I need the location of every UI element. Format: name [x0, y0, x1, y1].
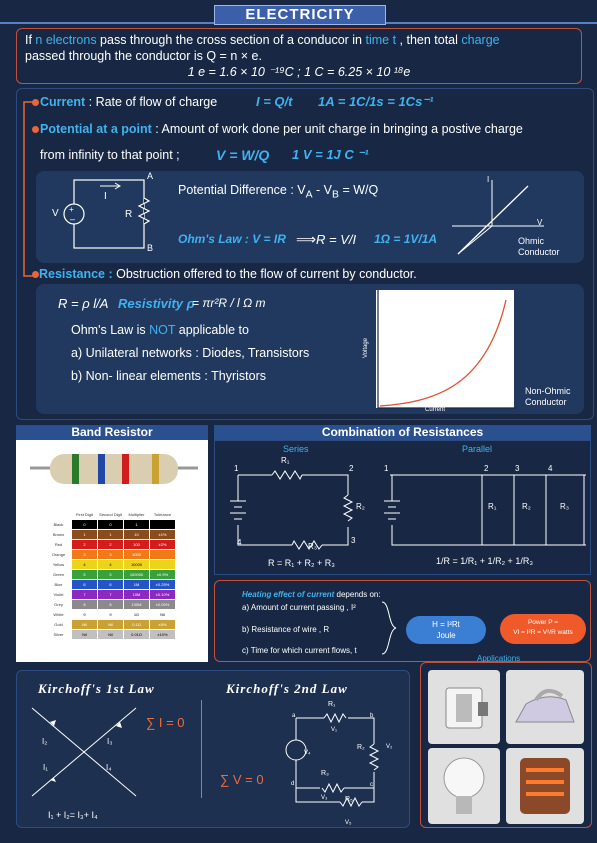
kirchoff-first-equation: I₁ + I₂= I₃+ I₄	[48, 810, 98, 820]
series-node-4: 4	[237, 538, 242, 547]
series-formula: R = R₁ + R₂ + R₃	[268, 558, 335, 568]
resistance-text: Obstruction offered to the flow of current by conductor.	[112, 267, 417, 281]
pd-eq: = W/Q	[338, 183, 379, 197]
resistance-formula: R = V/I	[316, 232, 357, 247]
circuit-r-label: R	[125, 209, 133, 220]
series-r1: R₁	[281, 456, 290, 465]
band-header-cell: Multiplier	[124, 510, 150, 520]
ohmic-caption	[518, 236, 560, 258]
band-value-cell: Nil	[98, 620, 124, 630]
intro-box	[16, 28, 582, 84]
band-header-cell: Second Digit	[98, 510, 124, 520]
band-header-cell	[46, 510, 72, 520]
potential-formula: V = W/Q	[216, 147, 270, 163]
pd-sub-b: B	[332, 189, 339, 201]
band-value-cell: 1	[98, 530, 124, 540]
band-value-cell: 100M	[124, 600, 150, 610]
sum-i-formula: ∑ I = 0	[146, 715, 185, 730]
band-header-cell: First Digit	[72, 510, 98, 520]
band-color-name: Green	[46, 570, 72, 580]
implies-arrow: ⟹	[296, 231, 317, 247]
ampere-formula: 1A = 1C/1s = 1Cs⁻¹	[318, 94, 434, 109]
band-resistor-title: Band Resistor	[16, 425, 208, 440]
series-r3: R₃	[308, 542, 318, 551]
nonohmic-graph	[376, 286, 518, 410]
circuit-v-label: V	[52, 208, 59, 219]
junction-i3: I₃	[107, 737, 113, 746]
intro-text: If	[25, 33, 36, 47]
band-value-cell: 2	[72, 540, 98, 550]
band-value-cell: 0	[98, 520, 124, 530]
ohmic-graph-i: I	[487, 175, 490, 184]
parallel-node-2: 2	[484, 464, 489, 473]
junction-i4: I₄	[106, 763, 112, 772]
nonohmic-caption-2: Conductor	[525, 397, 567, 407]
band-value-cell: 6	[72, 580, 98, 590]
band-value-cell	[150, 550, 176, 560]
nonohmic-xlabel: Current	[425, 407, 446, 413]
band-value-cell: 4	[72, 560, 98, 570]
intro-line-3: 1 e = 1.6 × 10 ⁻¹⁹C ; 1 C = 6.25 × 10 ¹⁸e	[187, 65, 411, 79]
band-value-cell: ±10%	[150, 630, 176, 640]
band-value-cell: 7	[72, 590, 98, 600]
loop-v1: V₁	[331, 727, 338, 733]
loop-v4: V₄	[304, 750, 311, 756]
band-color-name: White	[46, 610, 72, 620]
band-table-row	[46, 530, 176, 540]
band-header-cell: Tolerance	[150, 510, 176, 520]
intro-line-1	[25, 32, 573, 48]
band-value-cell: 10	[124, 530, 150, 540]
ohmic-graph-v: V	[537, 218, 543, 227]
band-color-table	[46, 510, 176, 640]
band-value-cell: 0	[72, 520, 98, 530]
band-value-cell: 0.1Ω	[124, 620, 150, 630]
ohm-not-text: applicable to	[175, 323, 249, 337]
heating-brace	[380, 600, 400, 656]
band-table-row	[46, 630, 176, 640]
series-node-3: 3	[351, 536, 356, 545]
sum-v-formula: ∑ V = 0	[220, 772, 264, 787]
svg-text:+: +	[69, 205, 74, 214]
loop-node-d: d	[291, 781, 295, 787]
band-value-cell: 9	[98, 610, 124, 620]
parallel-label: Parallel	[462, 444, 493, 454]
current-row	[40, 95, 217, 109]
heating-title-text: depends on:	[334, 590, 381, 599]
heater-image	[506, 748, 584, 824]
resistivity-label: Resistivity ρ	[118, 296, 195, 311]
loop-r2: R₂	[357, 744, 365, 751]
band-table-row	[46, 540, 176, 550]
band-table-row	[46, 550, 176, 560]
band-color-name: Brown	[46, 530, 72, 540]
circuit-b-label: B	[147, 243, 154, 253]
band-table-row	[46, 580, 176, 590]
ohm-unit-formula: 1Ω = 1V/1A	[374, 232, 438, 246]
loop-v3: V₃	[321, 795, 328, 801]
band-color-name: Silver	[46, 630, 72, 640]
band-value-cell: 1	[72, 530, 98, 540]
band-color-name: Violet	[46, 590, 72, 600]
band-table-row	[46, 560, 176, 570]
kirchoff-junction	[24, 700, 144, 800]
band-value-cell: ±0.05%	[150, 600, 176, 610]
band-table-row	[46, 520, 176, 530]
band-value-cell: 100	[124, 540, 150, 550]
band-color-name: Black	[46, 520, 72, 530]
resistor-image	[30, 448, 198, 490]
band-value-cell: Nil	[72, 620, 98, 630]
band-value-cell: 8	[98, 600, 124, 610]
parallel-r3: R₃	[560, 502, 570, 511]
band-value-cell: 6	[98, 580, 124, 590]
bullet-potential	[32, 126, 39, 133]
resistance-label: Resistance :	[39, 267, 113, 281]
power-formula	[500, 614, 586, 644]
ohm-not-text: Ohm's Law is	[71, 323, 150, 337]
circuit-i-label: I	[104, 191, 107, 202]
kirchoff-first-title: Kirchoff's 1st Law	[38, 681, 155, 696]
junction-i1: I₁	[43, 763, 48, 772]
band-color-name: Gold	[46, 620, 72, 630]
band-table-row	[46, 590, 176, 600]
intro-line-2: passed through the conductor is Q = n × e.	[25, 49, 262, 63]
ohm-not-applicable	[71, 323, 249, 337]
resistivity-formula: = πr²R / l Ω m	[192, 296, 266, 310]
potential-text-2: from infinity to that point ;	[40, 148, 180, 162]
loop-node-a: a	[292, 713, 296, 719]
band-table-wrapper	[46, 510, 176, 640]
intro-highlight-charge: charge	[461, 33, 500, 47]
ohms-law-formula: Ohm's Law : V = IR	[178, 232, 286, 246]
band-value-cell: 5	[98, 570, 124, 580]
combination-title: Combination of Resistances	[214, 425, 591, 440]
exception-a: a) Unilateral networks : Diodes, Transistors	[71, 346, 310, 360]
bullet-resistance	[32, 271, 39, 278]
potential-difference	[178, 183, 378, 201]
band-value-cell: ±5%	[150, 620, 176, 630]
heating-title	[242, 590, 381, 599]
band-color-name: Red	[46, 540, 72, 550]
band-color-name: Grey	[46, 600, 72, 610]
kirchoff-second-title: Kirchoff's 2nd Law	[226, 681, 348, 696]
band-color-name: Blue	[46, 580, 72, 590]
series-label: Series	[283, 444, 309, 454]
band-value-cell: ±2%	[150, 540, 176, 550]
band-value-cell: 10000	[124, 560, 150, 570]
loop-r1: R₁	[328, 701, 336, 708]
band-value-cell: 0.01Ω	[124, 630, 150, 640]
joule-formula	[406, 616, 486, 644]
r-rho-formula: R = ρ l/A	[58, 296, 109, 311]
band-table-row	[46, 620, 176, 630]
nonohmic-caption	[525, 386, 571, 408]
band-table-header	[46, 510, 176, 520]
series-node-2: 2	[349, 464, 354, 473]
pd-text: Potential Difference : V	[178, 183, 306, 197]
nonohmic-caption-1: Non-Ohmic	[525, 386, 571, 396]
band-value-cell: 9	[72, 610, 98, 620]
ohmic-caption-1: Ohmic	[518, 236, 545, 246]
band-value-cell: 1M	[124, 580, 150, 590]
loop-v5: V₅	[345, 820, 352, 826]
joule-formula-1: H = I²Rt	[432, 620, 460, 629]
joule-formula-2: Joule	[436, 631, 456, 640]
combination-circuits	[222, 455, 587, 555]
loop-r3: R₃	[321, 770, 329, 777]
band-value-cell: 4	[98, 560, 124, 570]
loop-node-c: c	[370, 782, 373, 788]
nonohmic-ylabel: Voltage	[363, 337, 370, 359]
pd-text: - V	[312, 183, 333, 197]
applications-title: Applications	[477, 654, 521, 663]
band-value-cell: 1G	[124, 610, 150, 620]
band-value-cell: 7	[98, 590, 124, 600]
parallel-r1: R₁	[488, 502, 497, 511]
band-table-row	[46, 570, 176, 580]
kirchoff-divider	[201, 700, 202, 798]
band-value-cell: ±0.5%	[150, 570, 176, 580]
current-text: : Rate of flow of charge	[85, 95, 218, 109]
heating-b: b) Resistance of wire , R	[242, 625, 330, 634]
band-value-cell	[150, 560, 176, 570]
intro-highlight-time: time t	[365, 33, 397, 47]
band-value-cell: Nil	[98, 630, 124, 640]
power-formula-2: VI = I²R = V²/R watts	[513, 629, 573, 636]
fuse-image	[428, 670, 500, 744]
band-value-cell: 100000	[124, 570, 150, 580]
band-table-row	[46, 600, 176, 610]
band-value-cell: 1	[124, 520, 150, 530]
bullet-current	[32, 99, 39, 106]
band-value-cell: Nil	[72, 630, 98, 640]
parallel-node-3: 3	[515, 464, 520, 473]
intro-text: pass through the cross section of a conducor in	[96, 33, 366, 47]
ohmic-caption-2: Conductor	[518, 247, 560, 257]
junction-i2: I₂	[42, 737, 48, 746]
exception-b: b) Non- linear elements : Thyristors	[71, 369, 266, 383]
bulb-image	[428, 748, 500, 824]
ohm-not-highlight: NOT	[149, 323, 176, 337]
heating-a: a) Amount of current passing , I²	[242, 603, 356, 612]
pd-sub-a: A	[305, 189, 313, 201]
intro-text: , then total	[396, 33, 462, 47]
band-color-name: Yellow	[46, 560, 72, 570]
band-value-cell: ±1%	[150, 530, 176, 540]
heating-title-highlight: Heating effect of current	[242, 590, 335, 599]
band-value-cell: ±0.25%	[150, 580, 176, 590]
band-table-row	[46, 610, 176, 620]
potential-text: : Amount of work done per unit charge in bringing a postive charge	[151, 122, 523, 136]
band-value-cell: 2	[98, 540, 124, 550]
band-value-cell: 10M	[124, 590, 150, 600]
band-value-cell: 3	[72, 550, 98, 560]
series-node-1: 1	[234, 464, 239, 473]
parallel-r2: R₂	[522, 502, 531, 511]
power-formula-1: Power P =	[527, 619, 559, 626]
current-formula: I = Q/t	[256, 94, 293, 109]
loop-node-b: b	[370, 713, 374, 719]
current-label: Current	[40, 95, 86, 109]
parallel-node-1: 1	[384, 464, 389, 473]
iron-image	[506, 670, 584, 744]
loop-v2: V₂	[386, 744, 393, 750]
band-value-cell: 1000	[124, 550, 150, 560]
heating-c: c) Time for which current flows, t	[242, 646, 357, 655]
potential-row	[40, 122, 523, 136]
potential-label: Potential at a point	[40, 122, 152, 136]
band-value-cell	[150, 520, 176, 530]
circuit-a-label: A	[147, 171, 154, 181]
parallel-formula: 1/R = 1/R₁ + 1/R₂ + 1/R₃	[436, 556, 533, 566]
band-color-name: Orange	[46, 550, 72, 560]
series-r2: R₂	[356, 502, 365, 511]
svg-text:–: –	[70, 214, 76, 224]
band-value-cell: 8	[72, 600, 98, 610]
band-value-cell: 3	[98, 550, 124, 560]
resistance-row	[39, 267, 417, 281]
loop-r5: R₅	[345, 796, 353, 803]
page-title: ELECTRICITY	[214, 5, 386, 25]
volt-formula: 1 V = 1J C ⁻¹	[292, 147, 369, 162]
intro-highlight-electrons: n electrons	[35, 33, 97, 47]
band-value-cell: ±0.10%	[150, 590, 176, 600]
band-value-cell: Nil	[150, 610, 176, 620]
band-value-cell: 5	[72, 570, 98, 580]
parallel-node-4: 4	[548, 464, 553, 473]
